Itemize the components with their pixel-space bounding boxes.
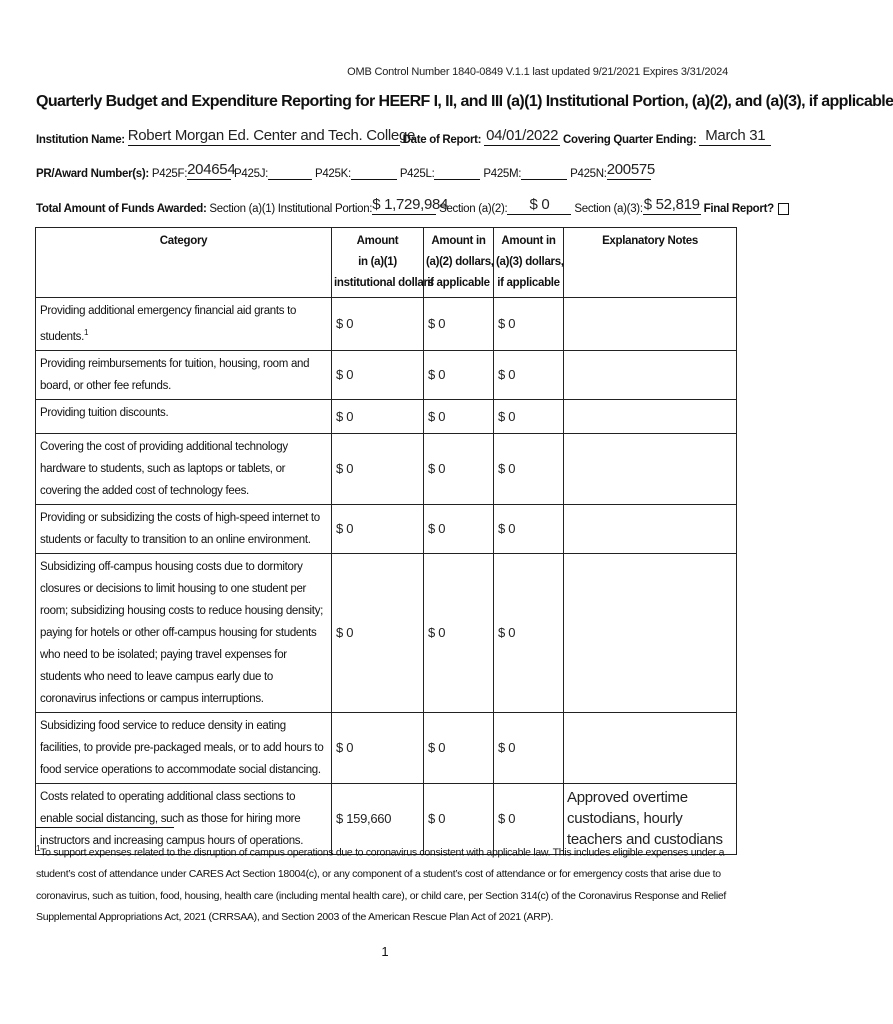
row-a1-amount[interactable]: $ 0 bbox=[332, 712, 424, 783]
row-category: Providing or subsidizing the costs of high-speed internet to students or faculty to transition to an online environment. bbox=[36, 504, 332, 553]
date-value: 04/01/2022 bbox=[486, 127, 559, 144]
row-a3-amount[interactable]: $ 0 bbox=[494, 433, 564, 504]
row-category: Covering the cost of providing additional technology hardware to students, such as laptops or tablets, or covering the added cost of technology fees. bbox=[36, 433, 332, 504]
p425j-label: P425J: bbox=[234, 168, 269, 180]
p425f-label: P425F: bbox=[151, 168, 188, 180]
institution-field[interactable] bbox=[127, 127, 416, 146]
funds-line bbox=[36, 196, 789, 215]
p425k-label: P425K: bbox=[314, 168, 351, 180]
institution-line bbox=[36, 127, 771, 146]
table-row bbox=[36, 399, 737, 433]
row-category: Providing additional emergency financial aid grants to students.$^1$ bbox=[36, 298, 332, 351]
row-a2-amount[interactable]: $ 0 bbox=[424, 783, 494, 854]
row-category: Subsidizing food service to reduce density in eating facilities, to provide pre-packaged meals, or to add hours to food service operations to accommodate social distancing. bbox=[36, 712, 332, 783]
quarter-label: Covering Quarter Ending: bbox=[563, 134, 697, 146]
row-note[interactable] bbox=[564, 298, 737, 351]
row-a1-amount[interactable]: $ 0 bbox=[332, 433, 424, 504]
row-category: Providing tuition discounts. bbox=[36, 399, 332, 433]
final-report-label: Final Report? bbox=[703, 203, 774, 215]
footnote bbox=[36, 838, 736, 929]
row-a2-amount[interactable]: $ 0 bbox=[424, 399, 494, 433]
a2-value: $ 0 bbox=[529, 196, 550, 213]
p425n-label: P425N: bbox=[570, 168, 607, 180]
p425j-field[interactable] bbox=[268, 165, 312, 180]
p425m-field[interactable] bbox=[521, 165, 567, 180]
a2-label: Section (a)(2): bbox=[439, 203, 508, 215]
a3-value: $ 52,819 bbox=[643, 196, 700, 213]
row-a1-amount[interactable]: $ 159,660 bbox=[332, 783, 424, 854]
table-header-row bbox=[36, 228, 737, 298]
row-a1-amount[interactable]: $ 0 bbox=[332, 350, 424, 399]
row-note[interactable] bbox=[564, 399, 737, 433]
row-a2-amount[interactable]: $ 0 bbox=[424, 712, 494, 783]
p425f-value: 204654 bbox=[187, 161, 236, 178]
row-a2-amount[interactable]: $ 0 bbox=[424, 350, 494, 399]
p425f-field[interactable] bbox=[187, 161, 236, 180]
final-report-checkbox[interactable] bbox=[778, 203, 789, 215]
row-a1-amount[interactable]: $ 0 bbox=[332, 399, 424, 433]
row-a3-amount[interactable]: $ 0 bbox=[494, 350, 564, 399]
row-category: Subsidizing off-campus housing costs due to dormitory closures or decisions to limit housing to one student per room; subsidizing housing costs to reduce housing density; paying for hotels or other off-campus housing for students who need to be isolated; paying travel expenses for students who need to leave campus early due to coronavirus infections or campus interruptions. bbox=[36, 553, 332, 712]
row-a2-amount[interactable]: $ 0 bbox=[424, 504, 494, 553]
row-note[interactable]: Approved overtime custodians, hourly teachers and custodians bbox=[564, 783, 737, 854]
quarter-field[interactable] bbox=[699, 127, 771, 146]
row-note[interactable] bbox=[564, 553, 737, 712]
row-a2-amount[interactable]: $ 0 bbox=[424, 553, 494, 712]
a1-field[interactable] bbox=[372, 196, 449, 215]
row-note[interactable] bbox=[564, 712, 737, 783]
p425n-value: 200575 bbox=[606, 161, 655, 178]
a1-value: $ 1,729,984 bbox=[372, 196, 449, 213]
footnote-divider bbox=[36, 827, 174, 828]
row-a3-amount[interactable]: $ 0 bbox=[494, 783, 564, 854]
row-a2-amount[interactable]: $ 0 bbox=[424, 433, 494, 504]
institution-value: Robert Morgan Ed. Center and Tech. College bbox=[127, 127, 416, 144]
row-note[interactable] bbox=[564, 504, 737, 553]
row-a3-amount[interactable]: $ 0 bbox=[494, 553, 564, 712]
institution-label: Institution Name: bbox=[36, 134, 125, 146]
footnote-text: To support expenses related to the disruption of campus operations due to coronavirus consistent with applicable law. This includes eligible expenses under a student’s cost of attendance under CARES Act Section 18004(c), or any component of a student’s cost of attendance or for emergency costs that arise due to coronavirus, such as tuition, food, housing, health care (including mental health care), or child care, per Section 314(c) of the Coronavirus Response and Relief Supplemental Appropriations Act, 2021 (CRRSAA), and Section 2003 of the American Rescue Plan Act of 2021 (ARP). bbox=[36, 846, 727, 923]
omb-control-number: OMB Control Number 1840-0849 V.1.1 last updated 9/21/2021 Expires 3/31/2024 bbox=[347, 66, 728, 78]
row-category: Providing reimbursements for tuition, housing, room and board, or other fee refunds. bbox=[36, 350, 332, 399]
a3-label: Section (a)(3): bbox=[574, 203, 643, 215]
row-a1-amount[interactable]: $ 0 bbox=[332, 298, 424, 351]
row-a3-amount[interactable]: $ 0 bbox=[494, 712, 564, 783]
award-line bbox=[36, 161, 655, 180]
a2-field[interactable] bbox=[507, 196, 571, 215]
row-note[interactable] bbox=[564, 433, 737, 504]
header-a2: Amount in (a)(2) dollars, if applicable bbox=[424, 228, 494, 298]
header-a1: Amount in (a)(1) institutional dollars bbox=[332, 228, 424, 298]
header-a3: Amount in (a)(3) dollars, if applicable bbox=[494, 228, 564, 298]
a3-field[interactable] bbox=[643, 196, 701, 215]
date-field[interactable] bbox=[484, 127, 560, 146]
header-notes: Explanatory Notes bbox=[564, 228, 737, 298]
row-a2-amount[interactable]: $ 0 bbox=[424, 298, 494, 351]
form-title: Quarterly Budget and Expenditure Reporting for HEERF I, II, and III (a)(1) Institutional Portion, (a)(2), and (a)(3), if applicable bbox=[36, 93, 893, 110]
footnote-marker: 1 bbox=[36, 844, 41, 853]
row-note[interactable] bbox=[564, 350, 737, 399]
pr-label: PR/Award Number(s): bbox=[36, 168, 149, 180]
p425l-label: P425L: bbox=[399, 168, 435, 180]
p425m-label: P425M: bbox=[483, 168, 522, 180]
row-a3-amount[interactable]: $ 0 bbox=[494, 504, 564, 553]
row-a1-amount[interactable]: $ 0 bbox=[332, 553, 424, 712]
row-category: Costs related to operating additional class sections to enable social distancing, such as those for hiring more instructors and increasing campus hours of operations. bbox=[36, 783, 332, 854]
page-number: 1 bbox=[381, 944, 389, 959]
table-row bbox=[36, 298, 737, 351]
table-row bbox=[36, 712, 737, 783]
table-row bbox=[36, 433, 737, 504]
quarter-value: March 31 bbox=[705, 127, 766, 144]
row-a3-amount[interactable]: $ 0 bbox=[494, 399, 564, 433]
p425l-field[interactable] bbox=[434, 165, 480, 180]
expenditure-table bbox=[35, 227, 737, 855]
table-row bbox=[36, 350, 737, 399]
table-row bbox=[36, 553, 737, 712]
table-row bbox=[36, 504, 737, 553]
a1-label: Section (a)(1) Institutional Portion: bbox=[209, 203, 373, 215]
total-label: Total Amount of Funds Awarded: bbox=[36, 203, 207, 215]
row-a3-amount[interactable]: $ 0 bbox=[494, 298, 564, 351]
row-a1-amount[interactable]: $ 0 bbox=[332, 504, 424, 553]
p425n-field[interactable] bbox=[606, 161, 655, 180]
p425k-field[interactable] bbox=[351, 165, 397, 180]
header-category: Category bbox=[36, 228, 332, 298]
date-label: Date of Report: bbox=[402, 134, 482, 146]
